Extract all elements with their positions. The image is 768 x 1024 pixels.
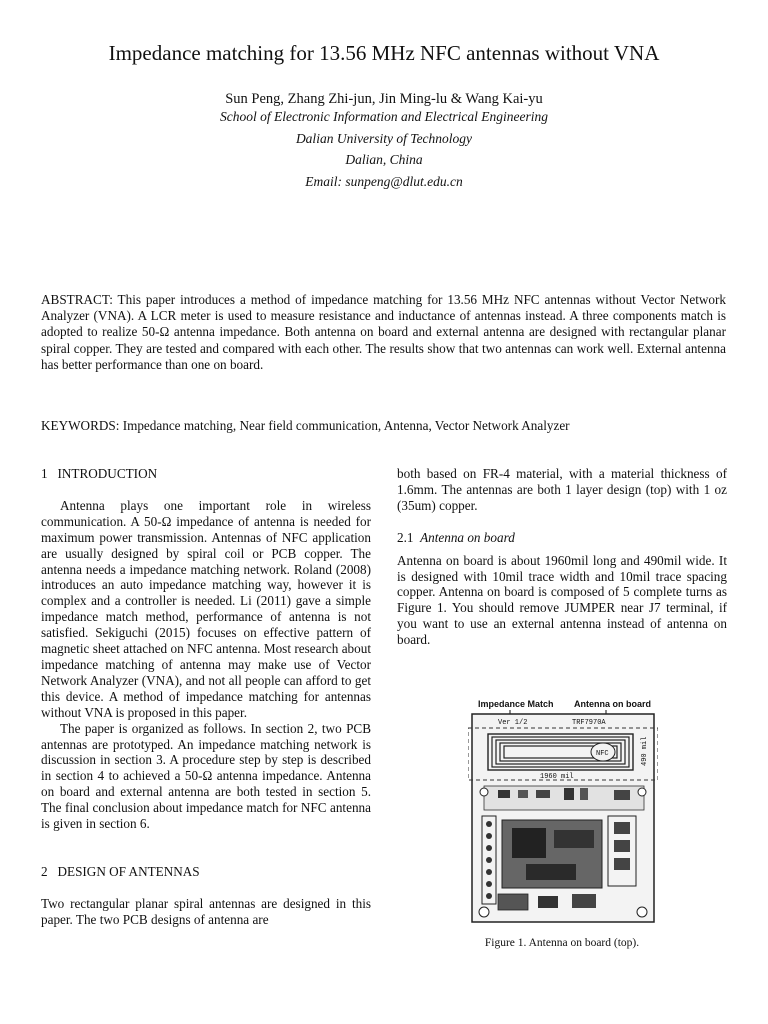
figure-caption: Figure 1. Antenna on board (top). [484,937,640,949]
dimension-long: 1960 mil [540,773,574,781]
nfc-logo-text: NFC [596,750,609,758]
label-impedance-match: Impedance Match [478,699,554,709]
affiliation-city: Dalian, China [345,152,423,167]
section-number: 1 [41,466,48,481]
label-antenna-on-board: Antenna on board [574,699,651,709]
pcb-layout-image [468,688,658,926]
left-column [41,466,371,928]
board-chip-name: TRF7970A [572,719,606,727]
paragraph-design-1-continued: both based on FR-4 material, with a material thickness of 1.6mm. The antennas are both 1 layer design (top) with 1 oz (35um) copper. [397,466,727,513]
author-list: Sun Peng, Zhang Zhi-jun, Jin Ming-lu & Wang Kai-yu [225,91,543,107]
pcb-outline [472,714,654,922]
section-heading-introduction [41,466,371,482]
paragraph-antenna-on-board: Antenna on board is about 1960mil long and 490mil wide. It is designed with 10mil trace width and 10mil trace spacing copper. Antenna on board is composed of 5 complete turns as Figure 1. You should remove JUMPER near J7 terminal, if you want to use an external antenna instead of antenna on board. [397,552,727,648]
figure-pcb-antenna [468,688,658,926]
subsection-number: 2.1 [397,529,414,545]
paragraph-intro-1: Antenna plays one important role in wireless communication. A 50-Ω impedance of antenna is needed for maximum power transmission. Antennas of NFC application are usually designed by spiral coil or PCB copper. The antenna needs a impedance matching network. Roland (2008) introduces an auto impedance matching way, however it is complex and a controller is needed. Li (2011) gave a simple impedance match method, performance of antenna is not satisfied. Sekiguchi (2015) focuses on effective pattern of magnetic sheet attached on NFC antenna. Most research about impedance matching of antenna may make use of Vector Network Analyzer (VNA), and not all people can afford to get this device. A method of impedance matching for antennas without VNA is proposed in this paper. [41,497,371,720]
section-title: DESIGN OF ANTENNAS [57,863,200,879]
paragraph-intro-2: The paper is organized as follows. In section 2, two PCB antennas are prototyped. An impedance matching network is discussion in section 3. A procedure step by step is described in section 4 to achieved a 50-Ω antenna impedance. Antenna on board and external antenna are both tested in section 5. The final conclusion about impedance match for NFC antenna is given in section 6. [41,720,371,832]
affiliation-university: Dalian University of Technology [295,131,473,146]
section-heading-design [41,864,371,880]
abstract: ABSTRACT: This paper introduces a method of impedance matching for 13.56 MHz NFC antennas without Vector Network Analyzer (VNA). A LCR meter is used to measure resistance and inductance of antennas instead. A three components match is adopted to realize 50-Ω antenna impedance. Both antenna on board and external antenna are designed with rectangular planar spiral copper. They are tested and compared with each other. The results show that two antennas can work well. External antenna has better performance than one on board. [41,292,726,372]
paragraph-design-1: Two rectangular planar spiral antennas are designed in this paper. The two PCB designs of antenna are [41,895,371,927]
affiliation-email: Email: sunpeng@dlut.edu.cn [305,174,463,189]
affiliation-school: School of Electronic Information and Electrical Engineering [220,109,548,124]
section-title: INTRODUCTION [57,466,158,481]
keywords: KEYWORDS: Impedance matching, Near field communication, Antenna, Vector Network Analyzer [41,418,570,433]
paper-title: Impedance matching for 13.56 MHz NFC antennas without VNA [108,41,660,65]
section-number: 2 [41,863,48,879]
right-column [397,466,727,648]
subsection-title: Antenna on board [420,529,515,545]
board-version: Ver 1/2 [498,719,528,727]
dimension-wide: 490 mil [641,736,649,766]
subsection-heading-antenna-on-board [397,530,727,546]
